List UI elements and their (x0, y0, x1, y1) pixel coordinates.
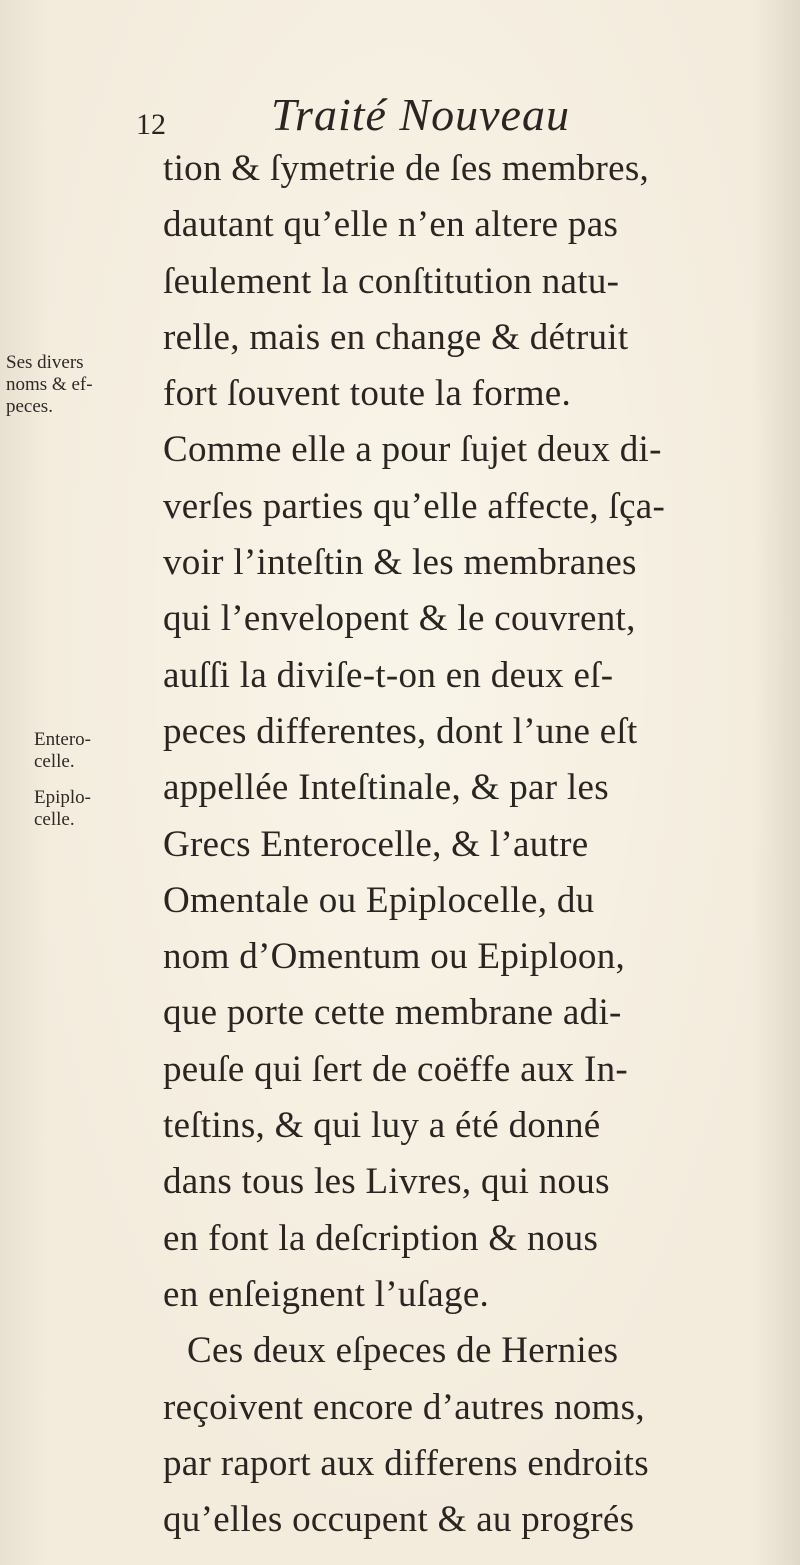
text-line: peces differentes, dont l’une eſt (163, 710, 638, 752)
text-line: que porte cette membrane adi- (163, 992, 622, 1034)
margin-note-line: Entero- (34, 729, 91, 750)
margin-note-line: celle. (34, 809, 75, 830)
text-line: dans tous les Livres, qui nous (163, 1161, 610, 1203)
margin-note-line: peces. (6, 396, 53, 417)
text-line: ſeulement la conſtitution natu- (163, 260, 620, 302)
text-line: Ces deux eſpeces de Hernies (187, 1330, 619, 1372)
text-line: Comme elle a pour ſujet deux di- (163, 429, 662, 471)
margin-note-line: celle. (34, 751, 75, 772)
page-number: 12 (136, 108, 166, 141)
text-line: peuſe qui ſert de coëffe aux In- (163, 1048, 629, 1090)
margin-note-line: Epiplo- (34, 787, 91, 808)
body-text (163, 141, 793, 1548)
text-line: verſes parties qu’elle affecte, ſça- (163, 485, 666, 527)
text-line: qu’elles occupent & au progrés (163, 1499, 635, 1541)
text-line: en font la deſcription & nous (163, 1217, 599, 1259)
text-line: par raport aux differens endroits (163, 1442, 649, 1484)
text-line: Grecs Enterocelle, & l’autre (163, 823, 589, 865)
margin-note-line: Ses divers (6, 352, 84, 373)
text-line: fort ſouvent toute la forme. (163, 373, 572, 415)
text-line: auſſi la diviſe-t-on en deux eſ- (163, 654, 614, 696)
margin-note-line: noms & ef- (6, 374, 93, 395)
page-header (136, 88, 756, 148)
text-line: teſtins, & qui luy a été donné (163, 1105, 601, 1147)
text-line: dautant qu’elle n’en altere pas (163, 204, 619, 246)
text-line: nom d’Omentum ou Epiploon, (163, 936, 626, 978)
text-line: reçoivent encore d’autres noms, (163, 1386, 645, 1428)
running-title: Traité Nouveau (271, 89, 570, 140)
text-line: voir l’inteſtin & les membranes (163, 542, 637, 584)
text-line: Omentale ou Epiplocelle, du (163, 879, 595, 921)
text-line: qui l’envelopent & le couvrent, (163, 598, 636, 640)
text-line: en enſeignent l’uſage. (163, 1273, 490, 1315)
margin-note-divers-noms (6, 352, 158, 418)
text-line: tion & ſymetrie de ſes membres, (163, 148, 650, 189)
text-line: appellée Inteſtinale, & par les (163, 767, 609, 809)
text-line: relle, mais en change & détruit (163, 316, 629, 358)
